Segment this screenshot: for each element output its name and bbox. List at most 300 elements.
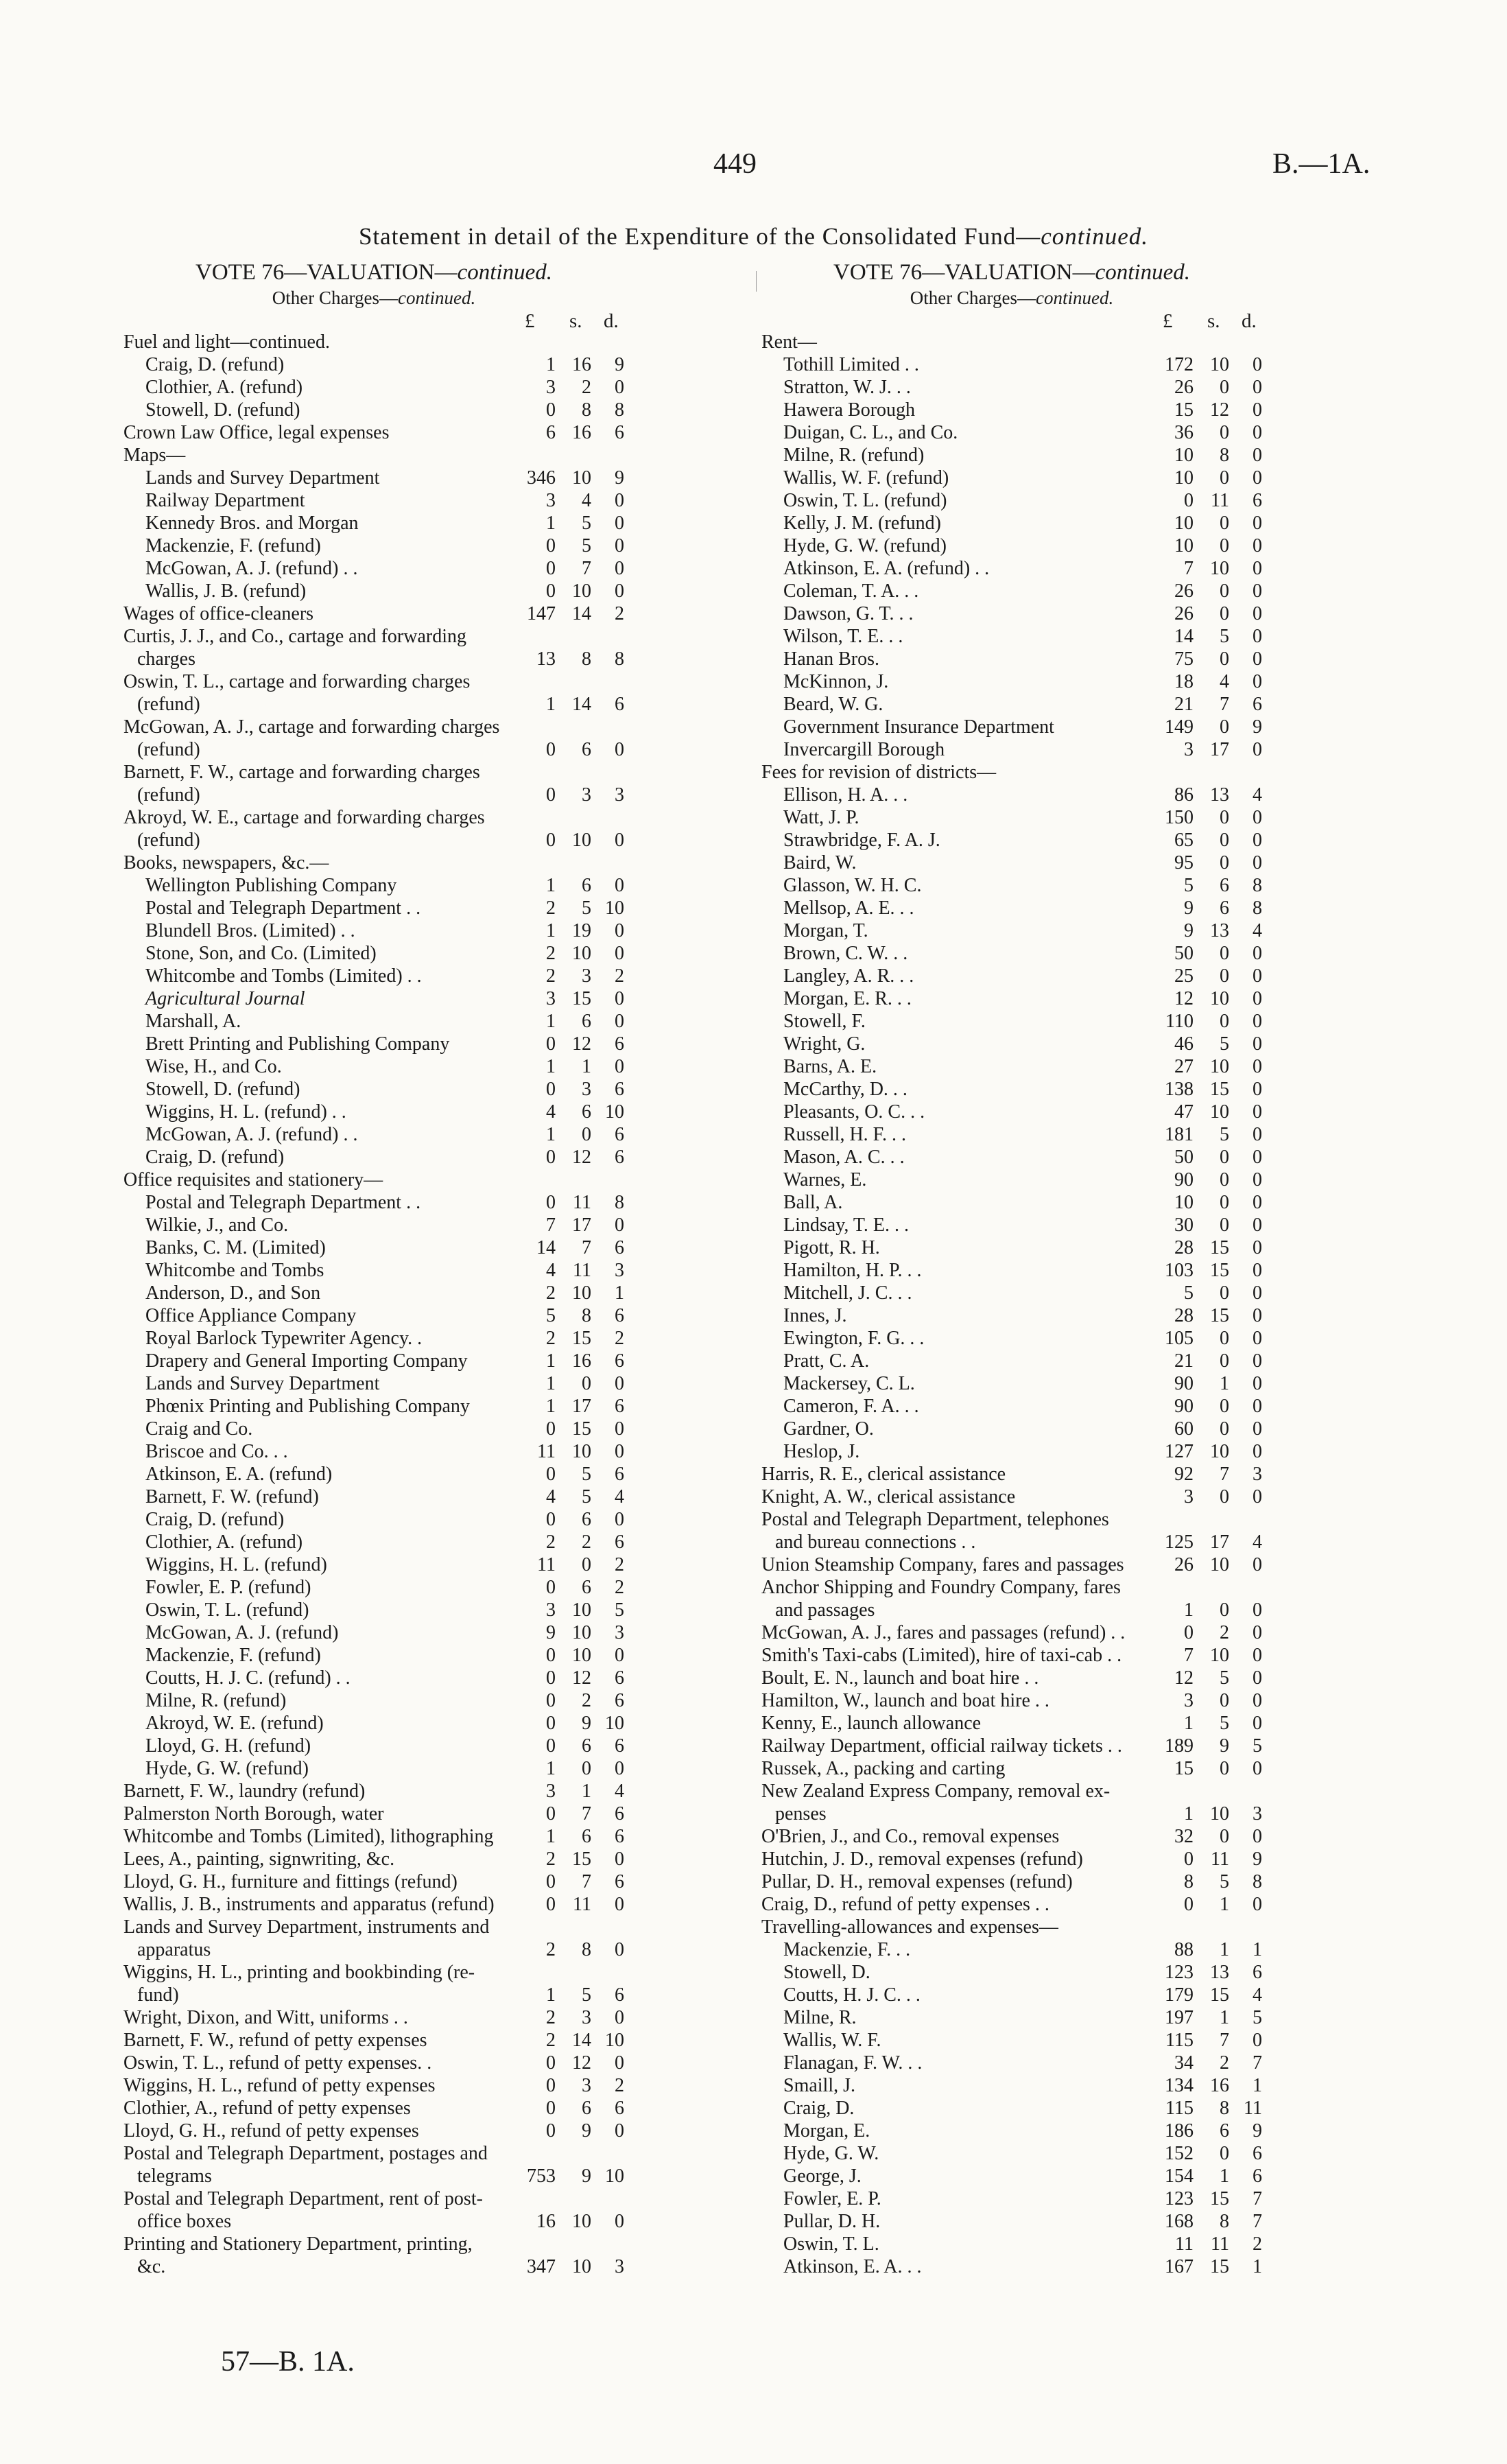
- entry-description: [783, 580, 918, 602]
- entry-description: [761, 331, 817, 353]
- ledger-row: [123, 1893, 624, 1916]
- amount-shillings: 11: [573, 1192, 591, 1213]
- pounds-header: £: [525, 310, 535, 332]
- entry-description: [145, 1282, 320, 1304]
- amount-shillings: 2: [1220, 1622, 1229, 1643]
- entry-description: [761, 1553, 1124, 1576]
- entry-text: Lloyd, G. H., refund of petty expenses: [123, 2120, 419, 2142]
- entry-description: [761, 1644, 1122, 1667]
- ledger-row: [123, 1848, 624, 1870]
- entry-text: Blundell Bros. (Limited) . .: [145, 920, 355, 941]
- pence-header: d.: [604, 310, 619, 332]
- entry-text: Wiggins, H. L. (refund): [145, 1554, 327, 1575]
- amount-shillings: 10: [1210, 1101, 1229, 1123]
- amount-pence: 0: [1253, 739, 1262, 760]
- amount-pence: 0: [1253, 1894, 1262, 1915]
- entry-text: Dawson, G. T. . .: [783, 603, 914, 624]
- entry-text: Strawbridge, F. A. J.: [783, 830, 940, 851]
- amount-shillings: 19: [572, 920, 591, 941]
- amount-pence: 2: [615, 965, 624, 987]
- amount-pence: 0: [1253, 1599, 1262, 1621]
- amount-pence: 0: [1253, 852, 1262, 873]
- entry-text: Travelling-allowances and expenses—: [761, 1916, 1058, 1938]
- amount-pounds: 1: [1184, 1713, 1194, 1734]
- amount-pence: 6: [615, 1305, 624, 1326]
- amount-pounds: 88: [1174, 1939, 1194, 1960]
- entry-description: [783, 716, 1054, 738]
- entry-text: Hamilton, H. P. . .: [783, 1260, 922, 1281]
- entry-text: Craig and Co.: [145, 1418, 253, 1440]
- entry-description: [783, 829, 940, 852]
- amount-pence: 0: [615, 1758, 624, 1779]
- entry-description: [783, 1169, 866, 1191]
- ledger-row: [123, 1621, 624, 1644]
- amount-shillings: 15: [1210, 1984, 1229, 2006]
- entry-description: [783, 806, 859, 829]
- entry-description: [145, 512, 359, 535]
- entry-description: [123, 2142, 488, 2165]
- amount-pounds: 7: [1184, 1645, 1194, 1666]
- entry-text: Mitchell, J. C. . .: [783, 1282, 912, 1304]
- amount-pence: 6: [615, 1124, 624, 1145]
- amount-shillings: 13: [1210, 784, 1229, 806]
- ledger-row: [761, 2255, 1262, 2278]
- entry-text: Beard, W. G.: [783, 694, 883, 715]
- ledger-row: [761, 1055, 1262, 1078]
- ledger-row: [123, 716, 624, 738]
- entry-text: Atkinson, E. A. (refund) . .: [783, 558, 990, 579]
- amount-shillings: 0: [1220, 830, 1229, 851]
- left-vote-text: VOTE 76—VALUATION—: [195, 260, 458, 285]
- left-currency-header: [123, 310, 624, 331]
- entry-text: Warnes, E.: [783, 1169, 867, 1190]
- entry-description: [783, 874, 921, 897]
- entry-description: [783, 467, 949, 489]
- amount-shillings: 10: [1210, 1441, 1229, 1462]
- amount-shillings: 3: [582, 965, 591, 987]
- amount-pounds: 0: [546, 784, 556, 806]
- amount-pounds: 125: [1165, 1532, 1194, 1553]
- entry-text: Office requisites and stationery—: [123, 1169, 383, 1190]
- entry-text: Oswin, T. L., refund of petty expenses. .: [123, 2052, 432, 2074]
- entry-description: [145, 1735, 311, 1757]
- entry-description: [123, 1961, 475, 1984]
- amount-pounds: 181: [1165, 1124, 1194, 1145]
- amount-pounds: 0: [546, 1871, 556, 1892]
- ledger-row: [761, 467, 1262, 489]
- amount-pounds: 2: [546, 2030, 556, 2051]
- entry-description: [145, 489, 305, 512]
- entry-description: [137, 2165, 212, 2187]
- amount-pence: 0: [615, 943, 624, 964]
- amount-shillings: 0: [582, 1758, 591, 1779]
- entry-text: Oswin, T. L. (refund): [145, 1599, 309, 1621]
- amount-pence: 0: [615, 830, 624, 851]
- ledger-row: [123, 376, 624, 399]
- entry-description: [145, 1372, 379, 1395]
- right-vote-heading: [761, 259, 1262, 285]
- column-divider: [756, 271, 757, 292]
- ledger-row: [123, 670, 624, 693]
- amount-shillings: 10: [1210, 558, 1229, 579]
- entry-description: [137, 1938, 211, 1961]
- amount-pence: 0: [1253, 1826, 1262, 1847]
- amount-pence: 6: [1253, 490, 1262, 511]
- entry-text: &c.: [137, 2256, 166, 2277]
- amount-pounds: 1: [546, 920, 556, 941]
- ledger-row: [761, 1214, 1262, 1236]
- entry-text: Wilkie, J., and Co.: [145, 1215, 289, 1236]
- amount-pounds: 3: [546, 1599, 556, 1621]
- ledger-row: [761, 489, 1262, 512]
- amount-pence: 3: [615, 2256, 624, 2277]
- entry-text: Kelly, J. M. (refund): [783, 513, 941, 534]
- amount-pence: 6: [1253, 1962, 1262, 1983]
- ledger-row: [123, 761, 624, 784]
- amount-shillings: 5: [582, 513, 591, 534]
- amount-pence: 6: [615, 1984, 624, 2006]
- entry-description: [145, 1576, 311, 1599]
- entry-description: [783, 987, 912, 1010]
- amount-pounds: 1: [546, 1373, 556, 1394]
- entry-description: [761, 1486, 1015, 1508]
- entry-text: Government Insurance Department: [783, 716, 1054, 738]
- entry-text: Langley, A. R. . .: [783, 965, 914, 987]
- amount-shillings: 15: [572, 988, 591, 1009]
- amount-pounds: 65: [1174, 830, 1194, 851]
- amount-pounds: 15: [1174, 1758, 1194, 1779]
- amount-pence: 7: [1253, 2188, 1262, 2209]
- ledger-row: [123, 942, 624, 965]
- entry-description: [137, 2210, 231, 2233]
- amount-pence: 0: [1253, 1260, 1262, 1281]
- entry-text: Stowell, D. (refund): [145, 1079, 300, 1100]
- amount-pence: 5: [1253, 2007, 1262, 2028]
- entry-description: [783, 1191, 842, 1214]
- pounds-header: £: [1163, 310, 1173, 332]
- amount-pence: 1: [1253, 1939, 1262, 1960]
- entry-text: Hyde, G. W.: [783, 2143, 879, 2164]
- amount-pence: 0: [1253, 1056, 1262, 1077]
- amount-pence: 10: [605, 2030, 624, 2051]
- entry-description: [783, 2074, 855, 2097]
- entry-description: [783, 512, 941, 535]
- amount-shillings: 0: [1220, 1282, 1229, 1304]
- amount-pence: 0: [1253, 1554, 1262, 1575]
- amount-shillings: 6: [1220, 2120, 1229, 2142]
- ledger-row: [123, 1078, 624, 1101]
- entry-description: [145, 1667, 351, 1689]
- entry-description: [145, 1553, 327, 1576]
- entry-description: [145, 1599, 309, 1621]
- amount-pence: 0: [1253, 1079, 1262, 1100]
- amount-pounds: 9: [1184, 920, 1194, 941]
- ledger-row: [761, 806, 1262, 829]
- ledger-row: [123, 557, 624, 580]
- ledger-row: [761, 1418, 1262, 1440]
- amount-shillings: 15: [572, 1418, 591, 1440]
- amount-shillings: 5: [582, 535, 591, 556]
- ledger-row: [761, 1893, 1262, 1916]
- amount-shillings: 5: [582, 897, 591, 919]
- entry-text: Whitcombe and Tombs (Limited) . .: [145, 965, 422, 987]
- amount-pounds: 2: [546, 1328, 556, 1349]
- entry-description: [783, 2006, 857, 2029]
- entry-description: [783, 1259, 921, 1282]
- ledger-row: [761, 1191, 1262, 1214]
- amount-pence: 0: [1253, 1713, 1262, 1734]
- entry-description: [145, 1304, 356, 1327]
- ledger-row: [761, 1553, 1262, 1576]
- amount-shillings: 12: [572, 1033, 591, 1055]
- entry-text: apparatus: [137, 1939, 211, 1960]
- amount-pounds: 0: [546, 2052, 556, 2074]
- amount-shillings: 0: [1220, 965, 1229, 987]
- amount-pounds: 50: [1174, 1147, 1194, 1168]
- ledger-row: [123, 535, 624, 557]
- amount-shillings: 17: [1210, 739, 1229, 760]
- amount-pence: 3: [1253, 1803, 1262, 1824]
- entry-text: Cameron, F. A. . .: [783, 1396, 919, 1417]
- entry-description: [761, 1576, 1121, 1599]
- amount-pounds: 4: [546, 1486, 556, 1507]
- entry-text: Smaill, J.: [783, 2075, 856, 2096]
- amount-pounds: 26: [1174, 580, 1194, 602]
- entry-description: [783, 2120, 870, 2142]
- ledger-row: [761, 2165, 1262, 2187]
- amount-pence: 0: [1253, 807, 1262, 828]
- entry-description: [145, 1508, 284, 1531]
- document-reference: B.—1A.: [1272, 148, 1370, 180]
- ledger-row: [761, 1712, 1262, 1735]
- entry-text: Gardner, O.: [783, 1418, 874, 1440]
- entry-text: (refund): [137, 784, 200, 806]
- right-currency-header: [761, 310, 1262, 331]
- entry-text: Milne, R. (refund): [783, 445, 925, 466]
- amount-pounds: 123: [1165, 2188, 1194, 2209]
- amount-pence: 6: [615, 1147, 624, 1168]
- amount-shillings: 0: [1220, 422, 1229, 443]
- amount-shillings: 0: [1220, 1147, 1229, 1168]
- amount-pounds: 30: [1174, 1215, 1194, 1236]
- amount-shillings: 11: [573, 1894, 591, 1915]
- amount-pence: 0: [615, 1509, 624, 1530]
- ledger-row: [761, 1803, 1262, 1825]
- amount-shillings: 15: [1210, 1237, 1229, 1258]
- entry-text: Morgan, T.: [783, 920, 868, 941]
- amount-pounds: 4: [546, 1101, 556, 1123]
- ledger-row: [761, 331, 1262, 353]
- entry-description: [145, 1395, 470, 1418]
- amount-pence: 1: [615, 1282, 624, 1304]
- ledger-row: [761, 444, 1262, 467]
- amount-shillings: 6: [582, 739, 591, 760]
- amount-pounds: 7: [546, 1215, 556, 1236]
- ledger-row: [761, 942, 1262, 965]
- statement-title-main: Statement in detail of the Expenditure of the Consolidated Fund—: [358, 223, 1041, 250]
- ledger-row: [123, 2074, 624, 2097]
- left-subheading-text: Other Charges—: [272, 288, 398, 308]
- entry-text: Glasson, W. H. C.: [783, 875, 922, 896]
- entry-text: Fees for revision of districts—: [761, 762, 997, 783]
- entry-text: Lloyd, G. H., furniture and fittings (refund): [123, 1871, 458, 1892]
- amount-shillings: 2: [582, 377, 591, 398]
- shillings-header: s.: [1207, 310, 1220, 332]
- entry-description: [123, 2097, 411, 2120]
- amount-pence: 6: [615, 1803, 624, 1824]
- entry-description: [145, 1033, 449, 1055]
- amount-shillings: 0: [1220, 1192, 1229, 1213]
- ledger-row: [761, 2029, 1262, 2052]
- amount-shillings: 0: [1220, 1758, 1229, 1779]
- amount-pence: 4: [1253, 1532, 1262, 1553]
- amount-pounds: 14: [1174, 626, 1194, 647]
- amount-shillings: 13: [1210, 1962, 1229, 1983]
- ledger-row: [761, 784, 1262, 806]
- amount-pounds: 11: [537, 1441, 556, 1462]
- amount-pounds: 2: [546, 1282, 556, 1304]
- ledger-row: [123, 806, 624, 829]
- entry-description: [783, 1938, 910, 1961]
- entry-text: Hanan Bros.: [783, 648, 879, 670]
- amount-pence: 6: [1253, 694, 1262, 715]
- amount-pounds: 1: [546, 1124, 556, 1145]
- entry-text: Ball, A.: [783, 1192, 843, 1213]
- amount-pence: 0: [615, 1645, 624, 1666]
- ledger-row: [123, 1327, 624, 1350]
- amount-pounds: 10: [1174, 1192, 1194, 1213]
- amount-pounds: 3: [546, 1781, 556, 1802]
- amount-pence: 0: [615, 535, 624, 556]
- ledger-row: [761, 602, 1262, 625]
- amount-pounds: 50: [1174, 943, 1194, 964]
- amount-shillings: 8: [582, 1939, 591, 1960]
- amount-pence: 0: [615, 1939, 624, 1960]
- amount-pence: 0: [615, 1894, 624, 1915]
- amount-shillings: 5: [1220, 626, 1229, 647]
- ledger-row: [123, 1508, 624, 1531]
- right-vote-text: VOTE 76—VALUATION—: [833, 260, 1095, 285]
- entry-description: [783, 1101, 925, 1123]
- ledger-row: [761, 897, 1262, 919]
- entry-description: [123, 1848, 394, 1870]
- entry-description: [783, 1961, 870, 1984]
- amount-pence: 2: [615, 1577, 624, 1598]
- amount-pounds: 1: [546, 1826, 556, 1847]
- amount-shillings: 0: [1220, 467, 1229, 489]
- amount-shillings: 16: [572, 354, 591, 375]
- amount-shillings: 17: [1210, 1532, 1229, 1553]
- amount-pence: 0: [615, 2007, 624, 2028]
- entry-description: [145, 919, 355, 942]
- entry-text: Ewington, F. G. . .: [783, 1328, 925, 1349]
- amount-shillings: 10: [1210, 1554, 1229, 1575]
- amount-pounds: 134: [1165, 2075, 1194, 2096]
- amount-shillings: 12: [572, 1667, 591, 1689]
- amount-shillings: 3: [582, 2075, 591, 2096]
- ledger-row: [761, 1282, 1262, 1304]
- amount-pence: 10: [605, 897, 624, 919]
- entry-description: [783, 1395, 919, 1418]
- entry-description: [783, 557, 989, 580]
- entry-description: [123, 602, 313, 625]
- amount-shillings: 8: [1220, 2098, 1229, 2119]
- amount-pounds: 46: [1174, 1033, 1194, 1055]
- amount-shillings: 9: [1220, 1735, 1229, 1757]
- entry-text: Clothier, A., refund of petty expenses: [123, 2098, 411, 2119]
- entry-text: Tothill Limited . .: [783, 354, 919, 375]
- amount-shillings: 0: [1220, 1690, 1229, 1711]
- ledger-row: [761, 1395, 1262, 1418]
- amount-shillings: 11: [1211, 1849, 1229, 1870]
- entry-text: Wiggins, H. L. (refund) . .: [145, 1101, 346, 1123]
- entry-description: [761, 1916, 1058, 1938]
- ledger-row: [123, 1010, 624, 1033]
- ledger-row: [761, 648, 1262, 670]
- entry-description: [775, 1531, 975, 1553]
- entry-description: [123, 421, 389, 444]
- entry-text: New Zealand Express Company, removal ex-: [761, 1781, 1111, 1802]
- footer-signature: 57—B. 1A.: [221, 2346, 355, 2378]
- right-subheading: [761, 285, 1262, 310]
- amount-shillings: 3: [582, 784, 591, 806]
- amount-shillings: 0: [1220, 513, 1229, 534]
- entry-description: [145, 580, 306, 602]
- entry-text: Akroyd, W. E., cartage and forwarding charges: [123, 807, 485, 828]
- amount-pence: 6: [615, 1396, 624, 1417]
- ledger-row: [761, 1236, 1262, 1259]
- entry-text: Milne, R. (refund): [145, 1690, 287, 1711]
- entry-description: [137, 1984, 179, 2006]
- left-vote-continued: continued.: [457, 260, 552, 285]
- entry-description: [145, 1123, 358, 1146]
- ledger-row: [123, 1259, 624, 1282]
- amount-pence: 0: [615, 1418, 624, 1440]
- amount-pence: 8: [615, 399, 624, 421]
- entry-description: [145, 1191, 420, 1214]
- entry-description: [145, 1214, 288, 1236]
- amount-pounds: 10: [1174, 513, 1194, 534]
- amount-pence: 0: [1253, 1282, 1262, 1304]
- amount-pounds: 10: [1174, 535, 1194, 556]
- ledger-row: [123, 897, 624, 919]
- entry-text: Postal and Telegraph Department . .: [145, 1192, 421, 1213]
- amount-pence: 0: [1253, 988, 1262, 1009]
- amount-pounds: 90: [1174, 1169, 1194, 1190]
- entry-text: Russek, A., packing and carting: [761, 1758, 1006, 1779]
- amount-shillings: 15: [1210, 1079, 1229, 1100]
- entry-text: Railway Department: [145, 490, 305, 511]
- entry-text: Lands and Survey Department: [145, 1373, 380, 1394]
- entry-description: [123, 2233, 473, 2255]
- entry-text: Stowell, D.: [783, 1962, 870, 1983]
- amount-shillings: 0: [1220, 1486, 1229, 1507]
- amount-shillings: 5: [582, 1984, 591, 2006]
- entry-description: [145, 1010, 241, 1033]
- amount-pence: 0: [1253, 626, 1262, 647]
- ledger-row: [761, 2233, 1262, 2255]
- amount-pence: 0: [1253, 1147, 1262, 1168]
- entry-description: [761, 1712, 981, 1735]
- entry-description: [783, 353, 919, 376]
- ledger-row: [123, 1350, 624, 1372]
- entry-text: Office Appliance Company: [145, 1305, 357, 1326]
- entry-description: [783, 784, 907, 806]
- entry-text: Clothier, A. (refund): [145, 377, 303, 398]
- entry-text: Mackenzie, F. . .: [783, 1939, 911, 1960]
- entry-text: Brett Printing and Publishing Company: [145, 1033, 450, 1055]
- entry-text: Stone, Son, and Co. (Limited): [145, 943, 377, 964]
